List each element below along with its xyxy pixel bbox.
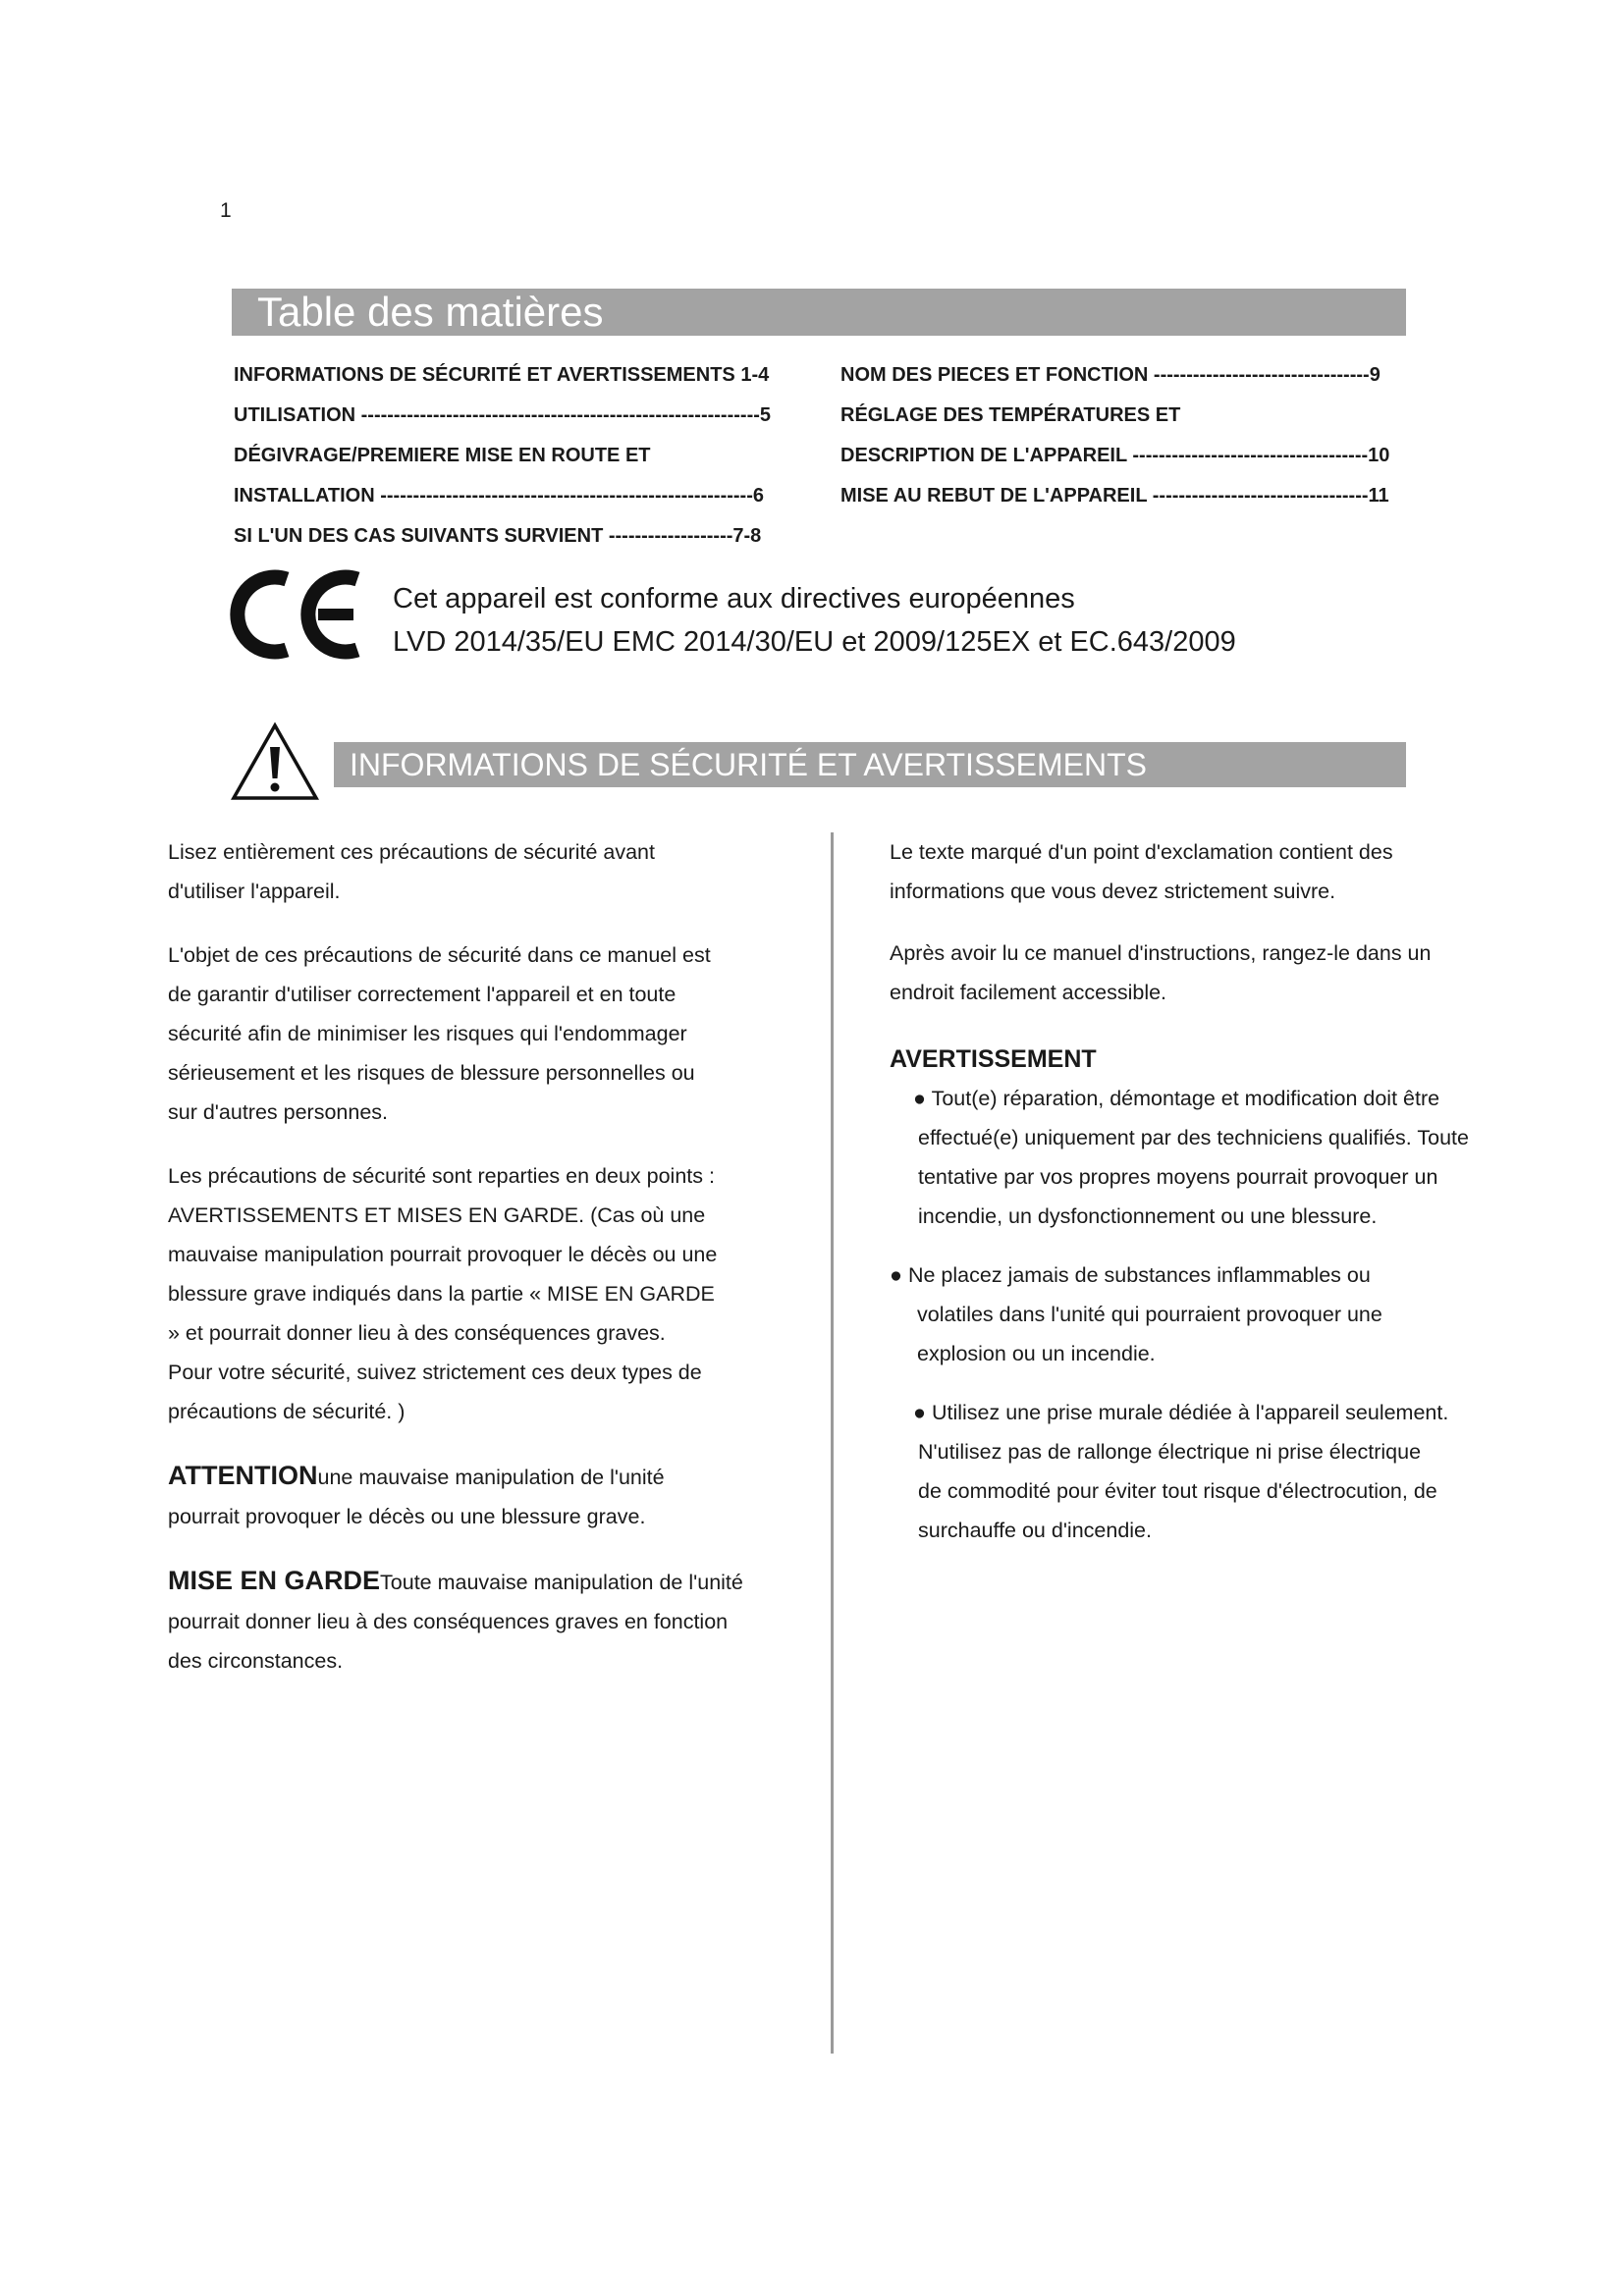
text-line: effectué(e) uniquement par des techniciens qualifiés. Toute — [918, 1126, 1469, 1149]
mise-en-garde-label: MISE EN GARDE — [168, 1566, 381, 1595]
ce-statement — [393, 577, 1236, 664]
toc-title: Table des matières — [257, 289, 604, 335]
page-number: 1 — [220, 199, 232, 222]
toc-entry[interactable]: RÉGLAGE DES TEMPÉRATURES ET — [840, 404, 1181, 426]
attention-label: ATTENTION — [168, 1461, 318, 1490]
left-column — [168, 832, 743, 1681]
text-line: surchauffe ou d'incendie. — [918, 1519, 1152, 1542]
ce-mark-icon — [228, 567, 365, 662]
text-line: sécurité afin de minimiser les risques qui l'endommager — [168, 1022, 687, 1045]
text-line: AVERTISSEMENTS ET MISES EN GARDE. (Cas où une — [168, 1203, 706, 1227]
text-line: ● Utilisez une prise murale dédiée à l'appareil seulement. — [913, 1401, 1449, 1424]
text-line: de commodité pour éviter tout risque d'électrocution, de — [918, 1479, 1437, 1503]
text-line: Après avoir lu ce manuel d'instructions, rangez-le dans un — [890, 941, 1432, 965]
bullet-item — [913, 1393, 1469, 1550]
text-line: sérieusement et les risques de blessure personnelles ou — [168, 1061, 695, 1085]
text-line: informations que vous devez strictement suivre. — [890, 880, 1336, 903]
avertissement-heading: AVERTISSEMENT — [890, 1045, 1097, 1073]
ce-line-1: Cet appareil est conforme aux directives européennes — [393, 583, 1075, 614]
ce-line-2: LVD 2014/35/EU EMC 2014/30/EU et 2009/125EX et EC.643/2009 — [393, 626, 1236, 658]
right-column — [890, 832, 1469, 1550]
bullet-item — [890, 1255, 1469, 1373]
text-line: Les précautions de sécurité sont reparties en deux points : — [168, 1164, 715, 1188]
toc-entry[interactable]: DESCRIPTION DE L'APPAREIL ------------------------------------10 — [840, 445, 1390, 466]
mise-en-garde-text: Toute mauvaise manipulation de l'unité — [380, 1571, 743, 1594]
column-divider — [831, 832, 834, 2054]
text-line: L'objet de ces précautions de sécurité dans ce manuel est — [168, 943, 711, 967]
text-line: précautions de sécurité. ) — [168, 1400, 406, 1423]
text-line: » et pourrait donner lieu à des conséquences graves. — [168, 1321, 666, 1345]
text-line: mauvaise manipulation pourrait provoquer le décès ou une — [168, 1243, 718, 1266]
toc-entry[interactable]: UTILISATION -------------------------------------------------------------5 — [234, 404, 772, 426]
text-line: N'utilisez pas de rallonge électrique ni prise électrique — [918, 1440, 1422, 1464]
toc-entry[interactable]: SI L'UN DES CAS SUIVANTS SURVIENT -------------------7-8 — [234, 525, 762, 547]
toc-right-column — [840, 355, 1389, 516]
text-line: endroit facilement accessible. — [890, 981, 1167, 1004]
toc-entry[interactable]: NOM DES PIECES ET FONCTION ---------------------------------9 — [840, 364, 1380, 386]
text-line: tentative par vos propres moyens pourrait provoquer un — [918, 1165, 1438, 1189]
text-line: blessure grave indiqués dans la partie « MISE EN GARDE — [168, 1282, 715, 1306]
text-line: de garantir d'utiliser correctement l'appareil et en toute — [168, 983, 677, 1006]
text-line: volatiles dans l'unité qui pourraient provoquer une — [917, 1303, 1382, 1326]
text-line: d'utiliser l'appareil. — [168, 880, 341, 903]
safety-title: INFORMATIONS DE SÉCURITÉ ET AVERTISSEMENTS — [350, 747, 1147, 782]
attention-line — [168, 1456, 743, 1497]
bullet-item — [913, 1079, 1469, 1236]
text-line: Le texte marqué d'un point d'exclamation contient des — [890, 840, 1393, 864]
toc-entry[interactable]: MISE AU REBUT DE L'APPAREIL ---------------------------------11 — [840, 485, 1389, 507]
warning-triangle-icon — [230, 721, 320, 802]
mise-en-garde-line — [168, 1561, 743, 1602]
toc-entry[interactable]: DÉGIVRAGE/PREMIERE MISE EN ROUTE ET — [234, 445, 651, 466]
text-line: explosion ou un incendie. — [917, 1342, 1156, 1365]
text-line: pourrait donner lieu à des conséquences graves en fonction — [168, 1610, 729, 1633]
text-line: ● Ne placez jamais de substances inflammables ou — [890, 1263, 1371, 1287]
attention-text: une mauvaise manipulation de l'unité — [317, 1466, 665, 1489]
text-line: incendie, un dysfonctionnement ou une blessure. — [918, 1204, 1378, 1228]
toc-entry[interactable]: INSTALLATION ---------------------------------------------------------6 — [234, 485, 764, 507]
toc-entry[interactable]: INFORMATIONS DE SÉCURITÉ ET AVERTISSEMENTS 1-4 — [234, 364, 770, 386]
text-line: des circonstances. — [168, 1649, 344, 1673]
text-line: ● Tout(e) réparation, démontage et modification doit être — [913, 1087, 1440, 1110]
text-line: Lisez entièrement ces précautions de sécurité avant — [168, 840, 655, 864]
text-line: pourrait provoquer le décès ou une blessure grave. — [168, 1505, 646, 1528]
text-line: sur d'autres personnes. — [168, 1100, 389, 1124]
toc-left-column — [234, 355, 771, 557]
text-line: Pour votre sécurité, suivez strictement ces deux types de — [168, 1361, 702, 1384]
